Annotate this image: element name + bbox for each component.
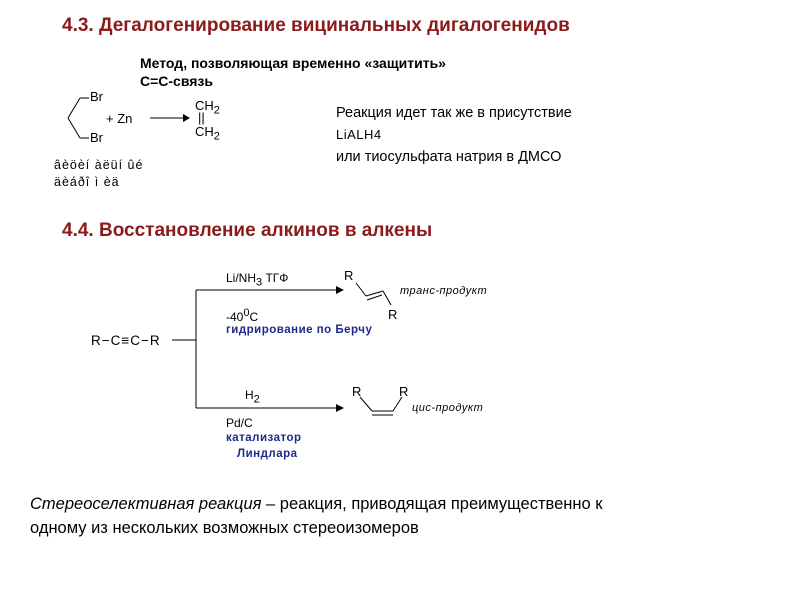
lindlar-catalyst-line1: катализатор [226,432,302,444]
definition-text-1: – реакция, приводящая преимущественно к [261,495,603,513]
section-title-dehalogenation: 4.3. Дегалогенирование вицинальных дигалогенидов [62,15,570,36]
birch-reagent: $Li/NH_3$ ТГФ [226,271,289,289]
trans-double-bond-2 [367,295,382,300]
note-line-2: LiALH4 [336,127,382,142]
bromine-top: Br [90,89,103,104]
upper-arrow-head [336,286,344,294]
garbled-caption-line2: äèáðî ì èä [54,175,120,189]
stereoselective-definition [30,492,603,516]
skeleton-bond-bottom [68,118,80,138]
cis-bond-left [360,397,372,411]
method-description: Метод, позволяющая временно «защитить» [140,55,446,71]
note-line-3: или тиосульфата натрия в ДМСО [336,149,562,165]
garbled-caption-line1: âèöèí àëüí ûé [54,158,144,172]
lower-arrow-head [336,404,344,412]
birch-reduction-label: гидрирование по Берчу [226,324,373,336]
lindlar-catalyst-line2: Линдлара [237,448,298,460]
cis-r-left: R [352,384,362,399]
note-line-1: Реакция идет так же в присутствие [336,105,572,121]
cis-r-right: R [399,384,409,399]
trans-product-label: транс-продукт [400,285,488,297]
product-double-bond: || [198,110,205,125]
trans-r-bottom: R [388,307,398,322]
dehalogenation-arrow-head [183,114,190,122]
trans-bond-right [383,291,391,305]
hydrogen-reagent: $H_2$ [245,388,260,406]
alkyne-formula: R−C≡C−R [91,333,161,348]
zinc-reagent: + Zn [106,111,133,126]
product-ch2-top: $CH_2$ [195,98,220,117]
bromine-bottom: Br [90,130,103,145]
cis-bond-right [393,397,402,411]
skeleton-bond-top [68,98,80,118]
section-title-alkyne-reduction: 4.4. Восстановление алкинов в алкены [62,220,433,241]
pd-catalyst: Pd/C [226,416,253,430]
product-ch2-bottom: $CH_2$ [195,124,220,143]
stereoselective-definition-line2: одному из нескольких возможных стереоизомеров [30,519,419,537]
trans-r-top: R [344,268,354,283]
definition-term: Стереоселективная реакция [30,495,262,513]
trans-bond-left [356,283,366,296]
method-description-bond: C=C-связь [140,73,214,89]
birch-temperature: $-40^0C$ [226,307,259,324]
cis-product-label: цис-продукт [412,402,484,414]
